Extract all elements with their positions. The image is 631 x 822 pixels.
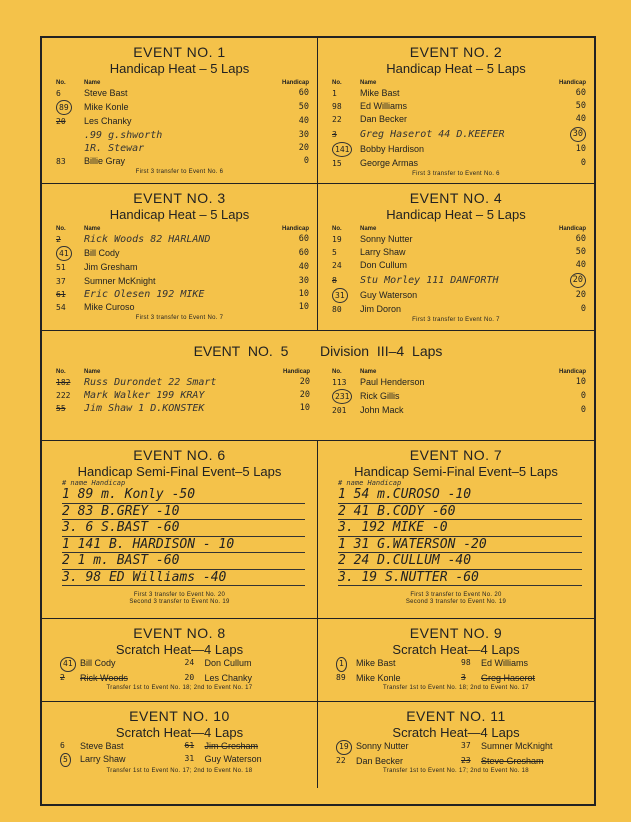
rider-row: 5 Larry Shaw 50 — [332, 247, 586, 258]
rider-row: 31 Guy Waterson 20 — [332, 288, 586, 303]
event-6-panel — [42, 441, 318, 619]
event-1-panel — [42, 38, 318, 184]
rider-row: 24 Don Cullum 40 — [332, 260, 586, 271]
event-5-left-column — [42, 365, 318, 418]
event-3-panel — [42, 184, 318, 331]
handwritten-result-row: 1 89 m. Konly -50 — [62, 487, 305, 504]
event-5-panel — [42, 331, 594, 441]
event-title: EVENT NO. 6 — [133, 447, 226, 463]
handwritten-result-row: 1 31 G.WATERSON -20 — [338, 537, 582, 554]
rider-row: 201 John Mack 0 — [332, 405, 586, 416]
transfer-note: First 3 transfer to Event No. 20 — [410, 592, 502, 598]
event-title: EVENT NO. 11 — [406, 708, 506, 724]
handwritten-result-row: 1 54 m.CUROSO -10 — [338, 487, 582, 504]
transfer-note: First 3 transfer to Event No. 20 — [133, 592, 226, 598]
transfer-note: First 3 transfer to Event No. 6 — [135, 169, 224, 176]
event-title: EVENT NO. 1 — [133, 44, 226, 60]
transfer-note: Transfer 1st to Event No. 18; 2nd to Event No. 17 — [106, 685, 253, 691]
rider-row: 83 Billie Gray 0 — [56, 156, 309, 167]
rider-row: 15 George Armas 0 — [332, 158, 586, 169]
handwritten-result-row: 3. 192 MIKE -0 — [338, 520, 582, 537]
rider-pair-row: 89 Mike Konle 3 Greg Haserot — [336, 672, 536, 683]
event-title: EVENT NO. 2 — [409, 44, 503, 60]
transfer-note: Transfer 1st to Event No. 17; 2nd to Event No. 18 — [106, 768, 253, 774]
event-9-panel — [318, 619, 594, 702]
event-title: EVENT NO. 5 Division III–4 Laps — [193, 343, 443, 359]
event-subtitle: Scratch Heat—4 Laps — [392, 642, 520, 657]
rider-row: 37 Sumner McKnight 30 — [56, 275, 309, 286]
event-11-panel — [318, 702, 594, 788]
rider-row: 98 Ed Williams 50 — [332, 101, 586, 112]
rider-row: 6 Steve Bast 60 — [56, 88, 309, 98]
rider-row: 55 Jim Shaw 1 D.KONSTEK 10 — [56, 403, 310, 415]
rider-pair-row: 6 Steve Bast 61 Jim Gresham — [60, 741, 259, 751]
handwritten-result-row: 2 83 B.GREY -10 — [62, 504, 305, 521]
rider-row: 2 Rick Woods 82 HARLAND 60 — [56, 234, 309, 245]
transfer-note: Transfer 1st to Event No. 17; 2nd to Event No. 18 — [383, 768, 529, 774]
event-7-panel — [318, 441, 594, 619]
rider-pair-row: 22 Dan Becker 23 Steve Gresham — [336, 755, 544, 766]
column-headers: No. Name Handicap — [332, 80, 586, 86]
rider-pair-row: 5 Larry Shaw 31 Guy Waterson — [60, 753, 309, 768]
rider-row: 20 Les Chanky 40 — [56, 116, 309, 127]
rider-row: 1 Mike Bast 60 — [332, 88, 586, 98]
rider-row: 41 Bill Cody 60 — [56, 246, 309, 261]
rider-row: 54 Mike Curoso 10 — [56, 302, 309, 313]
event-title: EVENT NO. 9 — [409, 625, 503, 641]
event-subtitle: Handicap Semi-Final Event–5 Laps — [77, 464, 282, 479]
handwritten-result-row: 2 24 D.CULLUM -40 — [338, 553, 582, 570]
transfer-note: First 3 transfer to Event No. 7 — [135, 315, 224, 322]
column-headers: No. Name Handicap — [56, 80, 309, 86]
transfer-note: Transfer 1st to Event No. 18; 2nd to Event No. 17 — [383, 685, 529, 691]
event-title: EVENT NO. 10 — [129, 708, 230, 724]
column-headers: No. Name Handicap — [56, 369, 310, 375]
event-subtitle: Handicap Heat – 5 Laps — [109, 61, 250, 76]
event-title: EVENT NO. 8 — [133, 625, 226, 641]
rider-row: 51 Jim Gresham 40 — [56, 262, 309, 273]
rider-row: 182 Russ Durondet 22 Smart 20 — [56, 377, 310, 388]
handwritten-result-row: 2 1 m. BAST -60 — [62, 553, 305, 570]
event-title: EVENT NO. 3 — [133, 190, 226, 206]
event-2-panel — [318, 38, 594, 184]
transfer-note: Second 3 transfer to Event No. 19 — [129, 599, 230, 605]
event-4-panel — [318, 184, 594, 331]
column-headers: No. Name Handicap — [332, 369, 586, 375]
event-program-sheet — [40, 36, 596, 806]
rider-row: 8 Stu Morley 111 DANFORTH 20 — [332, 273, 586, 288]
rider-row: 22 Dan Becker 40 — [332, 114, 586, 125]
handwritten-result-row: 3. 6 S.BAST -60 — [62, 520, 305, 537]
handwritten-result-row: 2 41 B.CODY -60 — [338, 504, 582, 521]
handwritten-result-row: 1 141 B. HARDISON - 10 — [62, 537, 305, 554]
event-subtitle: Handicap Semi-Final Event–5 Laps — [354, 464, 558, 479]
handwritten-header: # name Handicap — [338, 479, 402, 487]
handwritten-header: # name Handicap — [62, 479, 126, 487]
event-5-right-column — [318, 365, 594, 418]
transfer-note: First 3 transfer to Event No. 6 — [412, 171, 500, 178]
column-headers: No. Name Handicap — [332, 226, 586, 232]
event-10-panel — [42, 702, 318, 788]
event-subtitle: Handicap Heat – 5 Laps — [386, 207, 526, 222]
event-subtitle: Scratch Heat—4 Laps — [115, 725, 244, 740]
event-subtitle: Handicap Heat – 5 Laps — [386, 61, 526, 76]
event-8-panel — [42, 619, 318, 702]
rider-row: .99 g.shworth 30 — [84, 129, 309, 141]
transfer-note: Second 3 transfer to Event No. 19 — [405, 599, 507, 605]
rider-pair-row: 1 Mike Bast 98 Ed Williams — [336, 657, 586, 672]
rider-row: 113 Paul Henderson 10 — [332, 377, 586, 387]
handwritten-result-row: 3. 19 S.NUTTER -60 — [338, 570, 582, 587]
rider-row: 19 Sonny Nutter 60 — [332, 234, 586, 244]
rider-pair-row: 41 Bill Cody 24 Don Cullum — [60, 657, 309, 672]
rider-row: 231 Rick Gillis 0 — [332, 389, 586, 404]
rider-row: 1R. Stewar 20 — [84, 142, 309, 154]
event-title: EVENT NO. 7 — [409, 447, 503, 463]
handwritten-result-row: 3. 98 ED Williams -40 — [62, 570, 305, 587]
rider-row: 141 Bobby Hardison 10 — [332, 142, 586, 157]
rider-row: 222 Mark Walker 199 KRAY 20 — [56, 390, 310, 402]
column-headers: No. Name Handicap — [56, 226, 309, 232]
transfer-note: First 3 transfer to Event No. 7 — [412, 317, 500, 324]
rider-row: 3 Greg Haserot 44 D.KEEFER 30 — [332, 127, 586, 142]
rider-row: 89 Mike Konle 50 — [56, 100, 309, 115]
rider-row: 61 Eric Olesen 192 MIKE 10 — [56, 288, 309, 300]
event-subtitle: Scratch Heat—4 Laps — [115, 642, 244, 657]
rider-pair-row: 19 Sonny Nutter 37 Sumner McKnight — [336, 740, 586, 755]
rider-pair-row: 2 Rick Woods 20 Les Chanky — [60, 672, 253, 683]
event-subtitle: Handicap Heat – 5 Laps — [109, 207, 250, 222]
event-subtitle: Scratch Heat—4 Laps — [392, 725, 520, 740]
event-title: EVENT NO. 4 — [409, 190, 503, 206]
rider-row: 80 Jim Doron 0 — [332, 304, 586, 315]
